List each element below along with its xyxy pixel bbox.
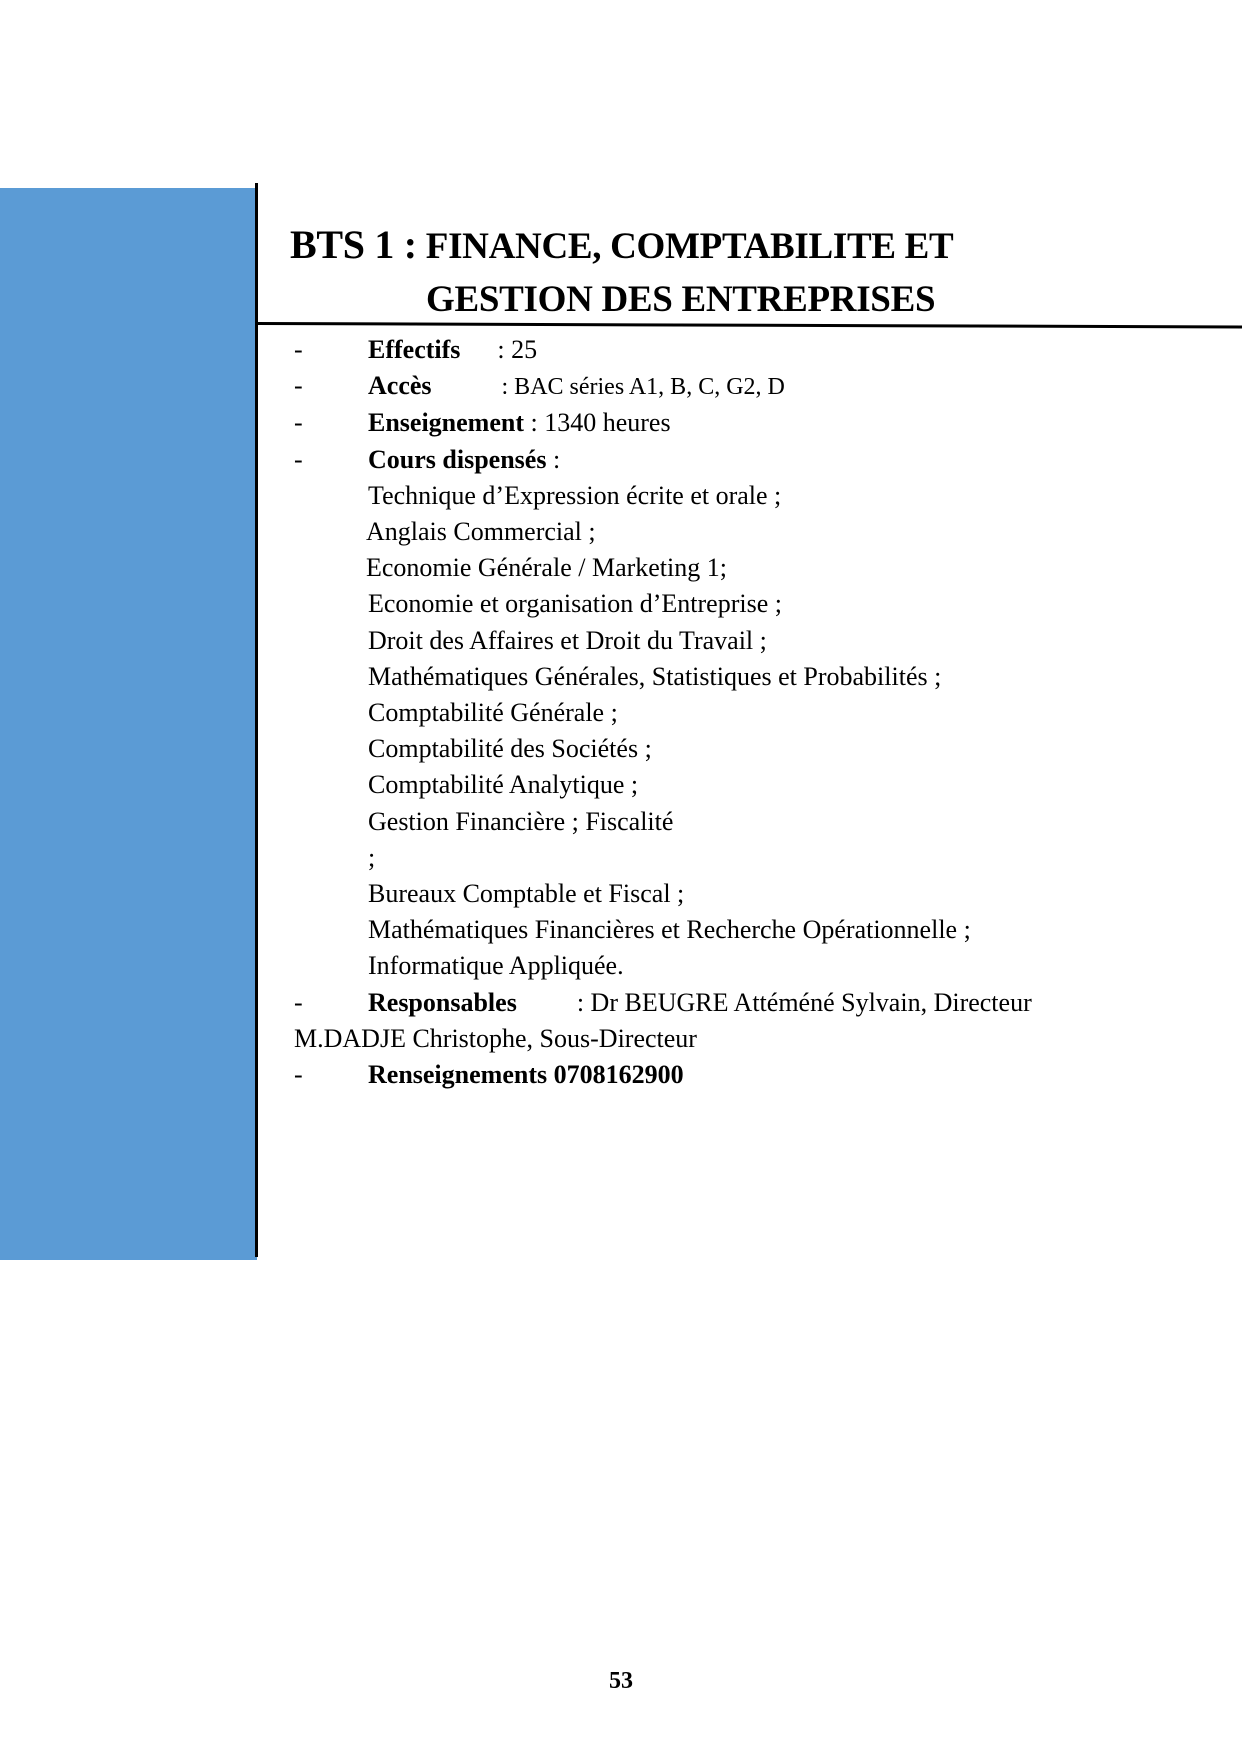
acces-value: : BAC séries A1, B, C, G2, D — [501, 374, 785, 401]
responsables-row — [294, 985, 1224, 1021]
list-dash: - — [294, 335, 303, 364]
course-item: Droit des Affaires et Droit du Travail ; — [368, 625, 767, 655]
enseignement-row — [294, 405, 1224, 441]
acces-row — [294, 368, 1224, 405]
responsables-label: Responsables — [368, 987, 517, 1017]
effectifs-label: Effectifs — [368, 335, 461, 364]
course-item: Comptabilité Analytique ; — [368, 770, 639, 800]
program-details — [294, 332, 1224, 1093]
list-dash: - — [294, 987, 303, 1017]
list-dash: - — [294, 444, 303, 474]
course-item: Mathématiques Générales, Statistiques et Probabilités ; — [368, 661, 942, 691]
title-underline — [257, 322, 1242, 328]
course-item: Bureaux Comptable et Fiscal ; — [368, 879, 685, 909]
responsables-value: : Dr BEUGRE Attéméné Sylvain, Directeur — [576, 987, 1032, 1017]
renseignements-row — [294, 1057, 1224, 1093]
acces-label: Accès — [368, 371, 432, 401]
cours-row — [294, 442, 1224, 478]
course-item: Informatique Appliquée. — [368, 951, 624, 981]
list-dash: - — [294, 408, 303, 438]
course-item: Comptabilité Générale ; — [368, 698, 618, 728]
page-title — [290, 218, 953, 326]
list-dash: - — [294, 371, 303, 401]
blue-side-band — [0, 188, 257, 1260]
cours-value: : — [552, 444, 561, 474]
renseignements-label: Renseignements 0708162900 — [368, 1060, 684, 1090]
course-item: Economie et organisation d’Entreprise ; — [368, 589, 782, 619]
course-item: Comptabilité des Sociétés ; — [368, 734, 652, 764]
effectifs-row — [294, 332, 1224, 368]
vertical-divider — [255, 183, 258, 1257]
list-dash: - — [294, 1060, 303, 1090]
course-item: ; — [368, 842, 376, 872]
effectifs-value: : 25 — [497, 335, 538, 364]
course-item: Anglais Commercial ; — [366, 517, 596, 547]
responsables-row-2: M.DADJE Christophe, Sous-Directeur — [294, 1023, 697, 1053]
page-number: 53 — [609, 1668, 633, 1694]
course-item: Technique d’Expression écrite et orale ; — [368, 480, 782, 510]
title-line-2: GESTION DES ENTREPRISES — [426, 279, 936, 320]
cours-label: Cours dispensés — [368, 444, 547, 474]
title-prefix: BTS 1 : — [290, 222, 417, 267]
title-line-1: FINANCE, COMPTABILITE ET — [425, 226, 954, 267]
course-item: Economie Générale / Marketing 1; — [366, 553, 727, 583]
course-item: Gestion Financière ; Fiscalité — [368, 806, 674, 836]
course-item: Mathématiques Financières et Recherche Opérationnelle ; — [368, 915, 971, 945]
enseignement-label: Enseignement — [368, 408, 524, 438]
enseignement-value: : 1340 heures — [530, 408, 671, 438]
